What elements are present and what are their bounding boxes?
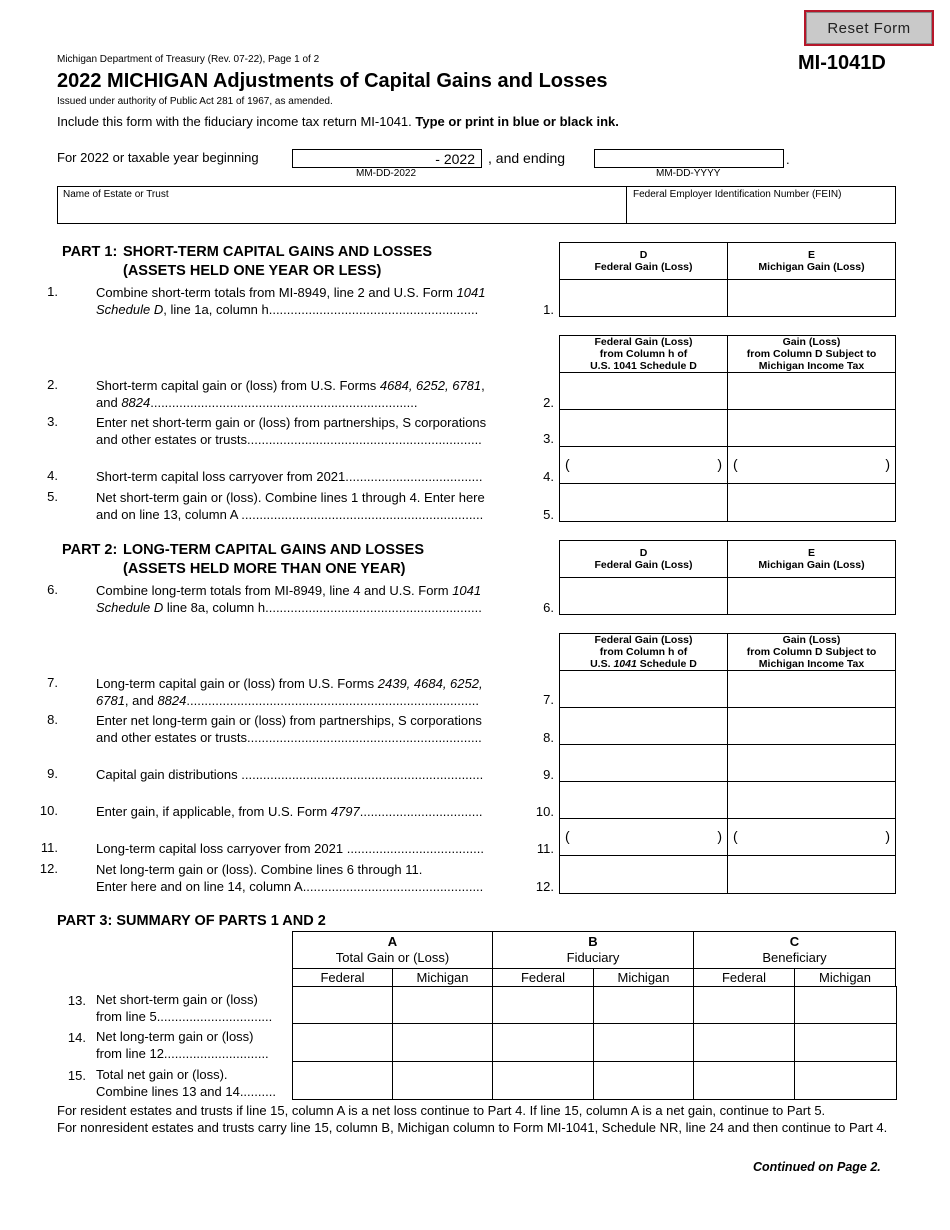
hdr-line: from Column D Subject to [746,348,877,360]
line5-text [96,489,520,523]
hdr-line: from Column h of [599,348,688,360]
reset-form-label: Reset Form [806,12,932,44]
line7-text [96,675,520,709]
part3-title: PART 3: SUMMARY OF PARTS 1 AND 2 [57,913,326,929]
line2-federal-input[interactable] [559,372,728,410]
text-part: and other estates or trusts................................................................. [96,730,482,745]
line14-a-michigan-input[interactable] [392,1023,493,1062]
text-part: from line 12............................. [96,1046,269,1061]
part1-col-e-header [727,242,896,280]
page-title: 2022 MICHIGAN Adjustments of Capital Gains and Losses [57,70,608,92]
sub-michigan-c: Michigan [794,968,896,987]
text-italic: Schedule D [96,600,164,615]
line14-c-michigan-input[interactable] [794,1023,897,1062]
estate-name-label: Name of Estate or Trust [63,189,169,200]
text-italic: 1041 [452,583,482,598]
part2-col-e-header [727,540,896,578]
text-part: Short-term capital gain or (loss) from U.S. Forms [96,378,380,393]
instructions [57,114,619,129]
text-italic: 1041 [456,285,486,300]
line-ref: 6. [543,600,554,615]
hdr-line: Gain (Loss) [782,634,841,646]
sub-federal-b: Federal [492,968,594,987]
line15-b-michigan-input[interactable] [593,1061,694,1100]
line-ref: 4. [543,469,554,484]
line-number: 13. [67,993,86,1008]
text-part: from line 5................................ [96,1009,273,1024]
part2-label: PART 2: [62,542,118,558]
text-part: Net long-term gain or (loss) [96,1029,254,1044]
text-part: Enter here and on line 14, column A.................................................. [96,879,484,894]
line6-federal-input[interactable] [559,577,728,615]
part2-col-d-header [559,540,728,578]
begin-hint: MM-DD-2022 [356,168,417,179]
col-letter: E [807,547,815,559]
col-name: Federal Gain (Loss) [594,261,693,273]
line15-a-michigan-input[interactable] [392,1061,493,1100]
hdr-line: from Column D Subject to [746,646,877,658]
line8-federal-input[interactable] [559,707,728,745]
part3-notes [57,1102,907,1136]
line12-text [96,861,520,895]
line9-michigan-input[interactable] [727,744,896,782]
line-number: 7. [47,675,58,690]
line13-a-michigan-input[interactable] [392,986,493,1024]
line2-text [96,377,520,411]
text-part: Enter net long-term gain or (loss) from partnerships, S corporations [96,713,482,728]
line12-federal-input[interactable] [559,855,728,894]
line4-federal-input[interactable] [559,446,728,484]
taxyear-begin-value: - 2022 [435,151,475,167]
text-part: and on line 13, column A ................................................................... [96,507,484,522]
text-part: and [96,395,122,410]
hdr-line: from Column h of [599,646,688,658]
col-letter: E [807,249,815,261]
text-italic: 2439, 4684, 6252, [377,676,483,691]
line6-michigan-input[interactable] [727,577,896,615]
paren-open: ( [733,456,738,473]
line7-michigan-input[interactable] [727,670,896,708]
line-ref: 10. [535,804,554,819]
line15-c-federal-input[interactable] [693,1061,795,1100]
line13-c-michigan-input[interactable] [794,986,897,1024]
authority-line: Issued under authority of Public Act 281 of 1967, as amended. [57,96,333,107]
reset-form-button[interactable] [804,10,934,46]
part1-title-2: (ASSETS HELD ONE YEAR OR LESS) [123,263,382,279]
text-italic: 4797 [330,804,360,819]
hdr-line: U.S. 1041 Schedule D [590,360,697,372]
paren-close: ) [717,456,722,473]
line10-federal-input[interactable] [559,781,728,819]
line11-michigan-input[interactable] [727,818,896,856]
form-id: MI-1041D [798,52,886,74]
taxyear-end-input[interactable] [594,149,784,168]
taxyear-period: . [786,152,790,167]
note-resident: For resident estates and trusts if line 15, column A is a net loss continue to Part 4. If line 15, column A is a net gain, continue to Part 5. [57,1103,826,1118]
text-part: Schedule D [636,658,697,670]
text-part: Enter gain, if applicable, from U.S. Form [96,804,331,819]
line-ref: 12. [535,879,554,894]
text-part: Long-term capital gain or (loss) from U.S. Forms [96,676,378,691]
line1-federal-input[interactable] [559,279,728,317]
group-c-header [693,931,896,969]
paren-open: ( [733,828,738,845]
line-number: 12. [39,861,58,876]
estate-name-field[interactable] [57,186,627,224]
line-number: 15. [67,1068,86,1083]
line3-michigan-input[interactable] [727,409,896,447]
text-part: Combine short-term totals from MI-8949, line 2 and U.S. Form [96,285,457,300]
text-italic: 8824 [157,693,187,708]
taxyear-begin-input[interactable] [292,149,482,168]
line15-text [96,1066,292,1100]
continued-note: Continued on Page 2. [753,1160,881,1174]
line-ref: 8. [543,730,554,745]
text-part: , line 1a, column h.......................................................... [163,302,479,317]
line14-text [96,1028,292,1062]
line13-text [96,991,292,1025]
line-ref: 11. [536,841,554,856]
line10-text [96,803,520,820]
instructions-bold: Type or print in blue or black ink. [415,114,619,129]
line13-b-federal-input[interactable] [492,986,594,1024]
line-ref: 3. [543,431,554,446]
group-name: Beneficiary [762,950,827,965]
taxyear-label: For 2022 or taxable year beginning [57,150,259,165]
text-part: and other estates or trusts................................................................. [96,432,482,447]
line-number: 9. [47,766,58,781]
group-letter: A [387,934,398,949]
paren-close: ) [717,828,722,845]
line-ref: 1. [543,302,554,317]
note-nonresident: For nonresident estates and trusts carry line 15, column B, Michigan column to Form MI-1041, Schedule NR, line 24 and then continue to Part 4. [57,1120,888,1135]
col-name: Michigan Gain (Loss) [758,261,865,273]
end-hint: MM-DD-YYYY [656,168,721,179]
line-ref: 7. [543,692,554,707]
line12-michigan-input[interactable] [727,855,896,894]
sub-michigan-b: Michigan [593,968,694,987]
part1-label: PART 1: [62,244,118,260]
line15-b-federal-input[interactable] [492,1061,594,1100]
line-number: 3. [47,414,58,429]
line3-federal-input[interactable] [559,409,728,447]
col-letter: D [639,547,648,559]
col-name: Michigan Gain (Loss) [758,559,865,571]
line-ref: 9. [543,767,554,782]
line13-b-michigan-input[interactable] [593,986,694,1024]
line9-text: Capital gain distributions ................................................................... [96,767,484,782]
text-part: ................................................................................. [186,693,479,708]
line6-text [96,582,520,616]
line2-michigan-input[interactable] [727,372,896,410]
text-part: Total net gain or (loss). [96,1067,228,1082]
col-name: Federal Gain (Loss) [594,559,693,571]
part2-col-e2-header [727,633,896,671]
line10-michigan-input[interactable] [727,781,896,819]
text-part: , [481,378,485,393]
line9-federal-input[interactable] [559,744,728,782]
line14-c-federal-input[interactable] [693,1023,795,1062]
text-italic: 4684, 6252, 6781 [379,378,482,393]
text-part: Combine long-term totals from MI-8949, line 4 and U.S. Form [96,583,453,598]
dept-line: Michigan Department of Treasury (Rev. 07-22), Page 1 of 2 [57,54,320,65]
line5-michigan-input[interactable] [727,483,896,522]
fein-field[interactable] [626,186,896,224]
line-number: 2. [47,377,58,392]
text-italic: 6781 [96,693,125,708]
line15-a-federal-input[interactable] [292,1061,393,1100]
sub-federal-c: Federal [693,968,795,987]
line1-text [96,284,520,318]
text-part: , and [124,693,158,708]
line-number: 11. [40,840,58,855]
group-letter: C [789,934,800,949]
text-part: .................................. [359,804,483,819]
line5-federal-input[interactable] [559,483,728,522]
hdr-line [590,658,697,670]
line-number: 4. [47,468,58,483]
line14-a-federal-input[interactable] [292,1023,393,1062]
line13-c-federal-input[interactable] [693,986,795,1024]
line4-text: Short-term capital loss carryover from 2021...................................... [96,469,483,484]
line11-text: Long-term capital loss carryover from 2021 ...................................... [96,841,484,856]
line-number: 8. [47,712,58,727]
line14-b-federal-input[interactable] [492,1023,594,1062]
paren-open: ( [565,828,570,845]
line14-b-michigan-input[interactable] [593,1023,694,1062]
group-a-header [292,931,493,969]
line-number: 5. [47,489,58,504]
text-italic: 1041 [613,658,637,670]
line-number: 1. [47,284,58,299]
line3-text [96,414,520,448]
line-number: 14. [67,1030,86,1045]
hdr-line: Michigan Income Tax [758,360,865,372]
hdr-line: Federal Gain (Loss) [594,634,693,646]
fein-label: Federal Employer Identification Number (FEIN) [633,189,842,200]
hdr-line: Federal Gain (Loss) [594,336,693,348]
text-part: line 8a, column h............................................................ [163,600,482,615]
text-italic: Schedule D [96,302,164,317]
line11-federal-input[interactable] [559,818,728,856]
part1-col-d2-header [559,335,728,373]
group-name: Total Gain or (Loss) [335,950,450,965]
hdr-line: Gain (Loss) [782,336,841,348]
line8-text [96,712,520,746]
paren-close: ) [885,456,890,473]
sub-michigan-a: Michigan [392,968,493,987]
text-italic: 8824 [121,395,151,410]
line4-michigan-input[interactable] [727,446,896,484]
instructions-plain: Include this form with the fiduciary income tax return MI-1041. [57,114,416,129]
text-part: Net short-term gain or (loss). Combine lines 1 through 4. Enter here [96,490,485,505]
group-b-header [492,931,694,969]
text-part: Combine lines 13 and 14.......... [96,1084,276,1099]
sub-federal-a: Federal [292,968,393,987]
part1-col-d-header [559,242,728,280]
text-part: Enter net short-term gain or (loss) from partnerships, S corporations [96,415,487,430]
line7-federal-input[interactable] [559,670,728,708]
part2-title-1: LONG-TERM CAPITAL GAINS AND LOSSES [123,542,425,558]
part1-title-1: SHORT-TERM CAPITAL GAINS AND LOSSES [123,244,433,260]
line-ref: 5. [543,507,554,522]
line1-michigan-input[interactable] [727,279,896,317]
and-ending-label: , and ending [488,150,566,166]
line-number: 10. [39,803,58,818]
group-letter: B [588,934,598,949]
group-name: Fiduciary [566,950,620,965]
col-letter: D [639,249,648,261]
line-ref: 2. [543,395,554,410]
text-part: Net short-term gain or (loss) [96,992,258,1007]
line-number: 6. [47,582,58,597]
line8-michigan-input[interactable] [727,707,896,745]
line15-c-michigan-input[interactable] [794,1061,897,1100]
paren-open: ( [565,456,570,473]
line13-a-federal-input[interactable] [292,986,393,1024]
text-part: .......................................................................... [150,395,418,410]
part2-title-2: (ASSETS HELD MORE THAN ONE YEAR) [123,561,406,577]
text-part: U.S. [590,658,614,670]
part2-col-d2-header [559,633,728,671]
paren-close: ) [885,828,890,845]
text-part: Net long-term gain or (loss). Combine lines 6 through 11. [96,862,423,877]
hdr-line: Michigan Income Tax [758,658,865,670]
part1-col-e2-header [727,335,896,373]
